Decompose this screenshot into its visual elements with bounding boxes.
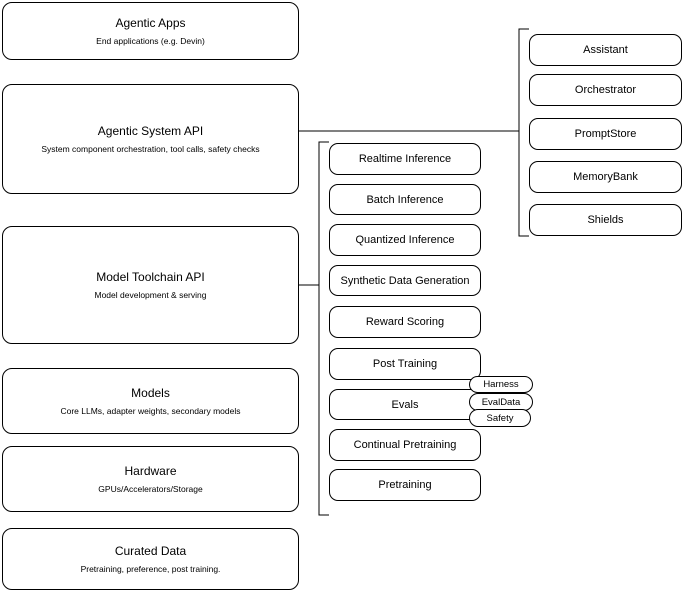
layer-title: Models [131, 385, 170, 400]
component-memorybank[interactable]: MemoryBank [529, 161, 682, 193]
layer-subtitle: Pretraining, preference, post training. [80, 563, 221, 574]
component-harness[interactable]: Harness [469, 376, 533, 393]
layer-subtitle: Core LLMs, adapter weights, secondary models [60, 405, 241, 416]
layer-title: Agentic Apps [115, 15, 186, 30]
layer-title: Hardware [124, 463, 177, 478]
layer-subtitle: GPUs/Accelerators/Storage [98, 483, 203, 494]
component-post-training[interactable]: Post Training [329, 348, 481, 380]
layer-title: Agentic System API [97, 123, 204, 138]
component-safety[interactable]: Safety [469, 409, 531, 427]
component-evals[interactable]: Evals [329, 389, 481, 420]
layer-model-toolchain-api[interactable] [2, 226, 299, 344]
layer-hardware[interactable] [2, 446, 299, 512]
layer-agentic-system-api[interactable] [2, 84, 299, 194]
component-quantized-inference[interactable]: Quantized Inference [329, 224, 481, 256]
layer-subtitle: End applications (e.g. Devin) [96, 35, 205, 46]
component-reward-scoring[interactable]: Reward Scoring [329, 306, 481, 338]
component-shields[interactable]: Shields [529, 204, 682, 236]
component-batch-inference[interactable]: Batch Inference [329, 184, 481, 215]
layer-subtitle: Model development & serving [94, 289, 207, 300]
component-synthetic-data-generation[interactable]: Synthetic Data Generation [329, 265, 481, 296]
layer-title: Curated Data [114, 543, 187, 558]
component-continual-pretraining[interactable]: Continual Pretraining [329, 429, 481, 461]
component-orchestrator[interactable]: Orchestrator [529, 74, 682, 106]
layer-title: Model Toolchain API [96, 269, 205, 284]
component-evaldata[interactable]: EvalData [469, 393, 533, 411]
layer-subtitle: System component orchestration, tool calls, safety checks [41, 143, 260, 154]
component-realtime-inference[interactable]: Realtime Inference [329, 143, 481, 175]
layer-models[interactable] [2, 368, 299, 434]
component-pretraining[interactable]: Pretraining [329, 469, 481, 501]
layer-agentic-apps[interactable] [2, 2, 299, 60]
component-assistant[interactable]: Assistant [529, 34, 682, 66]
layer-curated-data[interactable] [2, 528, 299, 590]
component-promptstore[interactable]: PromptStore [529, 118, 682, 150]
